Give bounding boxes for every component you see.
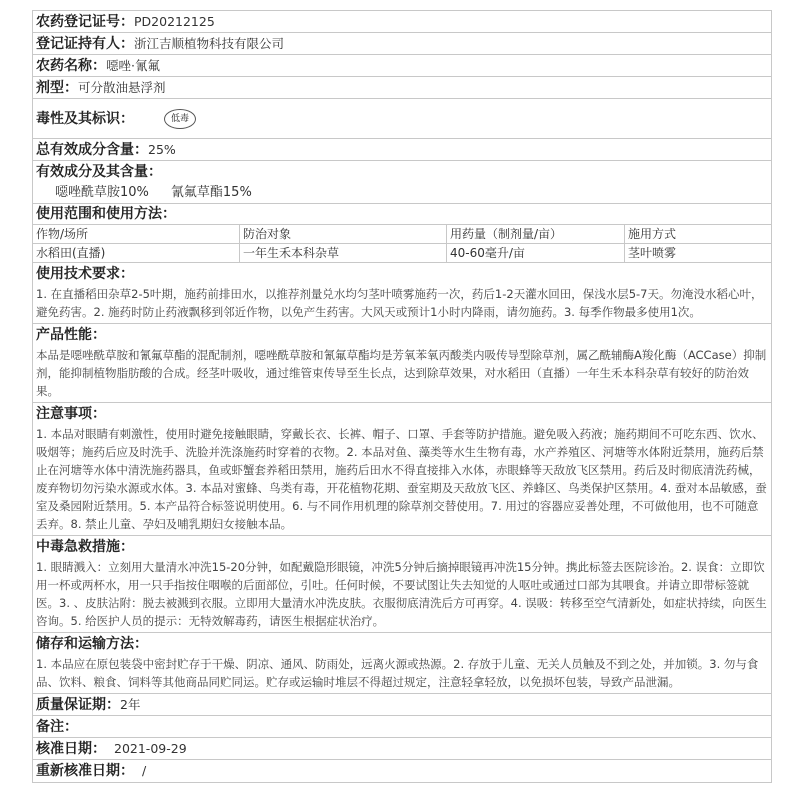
cell-method: 茎叶喷雾 [625, 244, 772, 263]
ingredient-item: 噁唑酰草胺10% [55, 184, 149, 200]
firstaid-label: 中毒急救措施： [36, 538, 134, 555]
toxicity-row [33, 99, 771, 139]
notes-row [33, 716, 771, 738]
storage-section [33, 633, 771, 694]
approval-date-value: 2021-09-29 [114, 740, 187, 756]
header-cell-target: 防治对象 [240, 225, 447, 244]
performance-section [33, 324, 771, 403]
cell-crop: 水稻田(直播) [33, 244, 240, 263]
technical-text: 1. 在直播稻田杂草2-5叶期，施药前排田水，以推荐剂量兑水均匀茎叶喷雾施药一次，药后1-2天灌水回田，保浅水层5-7天。勿淹没水稻心叶，避免药害。2. 施药时防止药液飘移到邻近作物，以免产生药害。大风天或预计1小时内降雨，请勿施药。3. 每季作物最多使用1次。 [36, 287, 763, 319]
technical-label: 使用技术要求： [36, 265, 134, 282]
registration-row [33, 11, 771, 33]
table-row [33, 244, 771, 263]
header-cell-method: 施用方式 [625, 225, 772, 244]
usage-label: 使用范围和使用方法： [36, 206, 176, 222]
formulation-value: 可分散油悬浮剂 [78, 79, 166, 95]
performance-text: 本品是噁唑酰草胺和氰氟草酯的混配制剂，噁唑酰草胺和氰氟草酯均是芳氧苯氧丙酸类内吸传导型除草剂，属乙酰辅酶A羧化酶（ACCase）抑制剂，能抑制植物脂肪酸的合成。经茎叶吸收，通过维管束传导至生长点，达到除草效果，对水稻田（直播）一年生禾本科杂草有较好的防治效果。 [36, 348, 767, 398]
formulation-label: 剂型： [36, 79, 78, 96]
reapproval-date-row [33, 760, 771, 782]
approval-date-label: 核准日期： [36, 740, 106, 757]
notes-label: 备注： [36, 718, 78, 735]
storage-text: 1. 本品应在原包装袋中密封贮存于干燥、阴凉、通风、防雨处，远离火源或热源。2. 存放于儿童、无关人员触及不到之处，并加锁。3. 勿与食品、饮料、粮食、饲料等其他商品同贮同运。贮存或运输时堆层不得超过规定，注意轻拿轻放，以免损坏包装，导致产品泄漏。 [36, 657, 759, 689]
seal-text: 低毒 [170, 113, 189, 124]
pesticide-label-document [32, 10, 772, 783]
usage-table-header [33, 225, 771, 244]
ingredient-item: 氰氟草酯15% [170, 184, 252, 200]
header-cell-crop: 作物/场所 [33, 225, 240, 244]
total-content-label: 总有效成分含量： [36, 141, 148, 158]
cell-target: 一年生禾本科杂草 [240, 244, 447, 263]
cell-dosage: 40-60毫升/亩 [447, 244, 625, 263]
precautions-label: 注意事项： [36, 405, 106, 422]
name-row [33, 55, 771, 77]
registration-label: 农药登记证号： [36, 13, 134, 30]
holder-value: 浙江吉顺植物科技有限公司 [134, 35, 285, 51]
toxicity-label: 毒性及其标识： [36, 110, 134, 127]
low-toxicity-seal-icon [164, 109, 196, 129]
performance-label: 产品性能： [36, 326, 106, 343]
usage-table-row [33, 225, 771, 263]
reapproval-date-label: 重新核准日期： [36, 763, 134, 779]
usage-heading-row [33, 204, 771, 225]
name-label: 农药名称： [36, 57, 106, 74]
total-content-row [33, 139, 771, 161]
shelf-life-value: 2年 [120, 696, 141, 712]
holder-row [33, 33, 771, 55]
technical-section [33, 263, 771, 324]
reapproval-date-value: / [142, 763, 147, 778]
firstaid-text: 1. 眼睛溅入：立刻用大量清水冲洗15-20分钟，如配戴隐形眼镜，冲洗5分钟后摘掉眼镜再冲洗15分钟。携此标签去医院诊治。2. 误食：立即饮用一杯或两杯水，用一只手指按住咽喉的后面部位，引吐。任何时候，不要试图让失去知觉的人呕吐或通过口部为其喂食。并请立即带标签就医。3. 、皮肤沾附：脱去被溅到衣服。立即用大量清水冲洗皮肤。衣服彻底清洗后方可再穿。4. 误吸：转移至空气清新处，如症状持续，向医生咨询。5. 给医护人员的提示：无特效解毒药，请医生根据症状治疗。 [36, 560, 767, 628]
name-value: 噁唑·氰氟 [106, 57, 160, 73]
header-cell-dosage: 用药量（制剂量/亩） [447, 225, 625, 244]
holder-label: 登记证持有人： [36, 35, 134, 52]
approval-date-row [33, 738, 771, 760]
formulation-row [33, 77, 771, 99]
precautions-section [33, 403, 771, 536]
shelf-life-label: 质量保证期： [36, 696, 120, 713]
ingredients-list [33, 182, 771, 203]
usage-table [33, 225, 771, 262]
shelf-life-row [33, 694, 771, 716]
precautions-text: 1. 本品对眼睛有刺激性，使用时避免接触眼睛，穿戴长衣、长裤、帽子、口罩、手套等防护措施。避免吸入药液；施药期间不可吃东西、饮水、吸烟等；施药后应及时洗手、洗脸并洗涤施药时穿着的衣物。2. 本品对鱼、藻类等水生生物有毒，水产养殖区、河塘等水体附近禁用，施药后禁止在河塘等水体中清洗施药器具，鱼或虾蟹套养稻田禁用，施药后田水不得直接排入水体，赤眼蜂等天敌放飞区禁用。药后及时彻底清洗药械，废弃物切勿污染水源或水体。3. 本品对蜜蜂、鸟类有毒，开花植物花期、蚕室期及天敌放飞区、养蜂区、鸟类保护区禁用。4. 蚕对本品敏感，蚕室及桑园附近禁用。5. 本产品符合标签说明使用。6. 与不同作用机理的除草剂交替使用。7. 用过的容器应妥善处理，不可做他用，也不可随意丢弃。8. 禁止儿童、孕妇及哺乳期妇女接触本品。 [36, 427, 767, 531]
ingredients-label: 有效成分及其含量： [36, 163, 162, 180]
ingredients-row [33, 161, 771, 204]
registration-value: PD20212125 [134, 13, 215, 29]
storage-label: 储存和运输方法： [36, 635, 148, 652]
firstaid-section [33, 536, 771, 633]
total-content-value: 25% [148, 141, 176, 157]
